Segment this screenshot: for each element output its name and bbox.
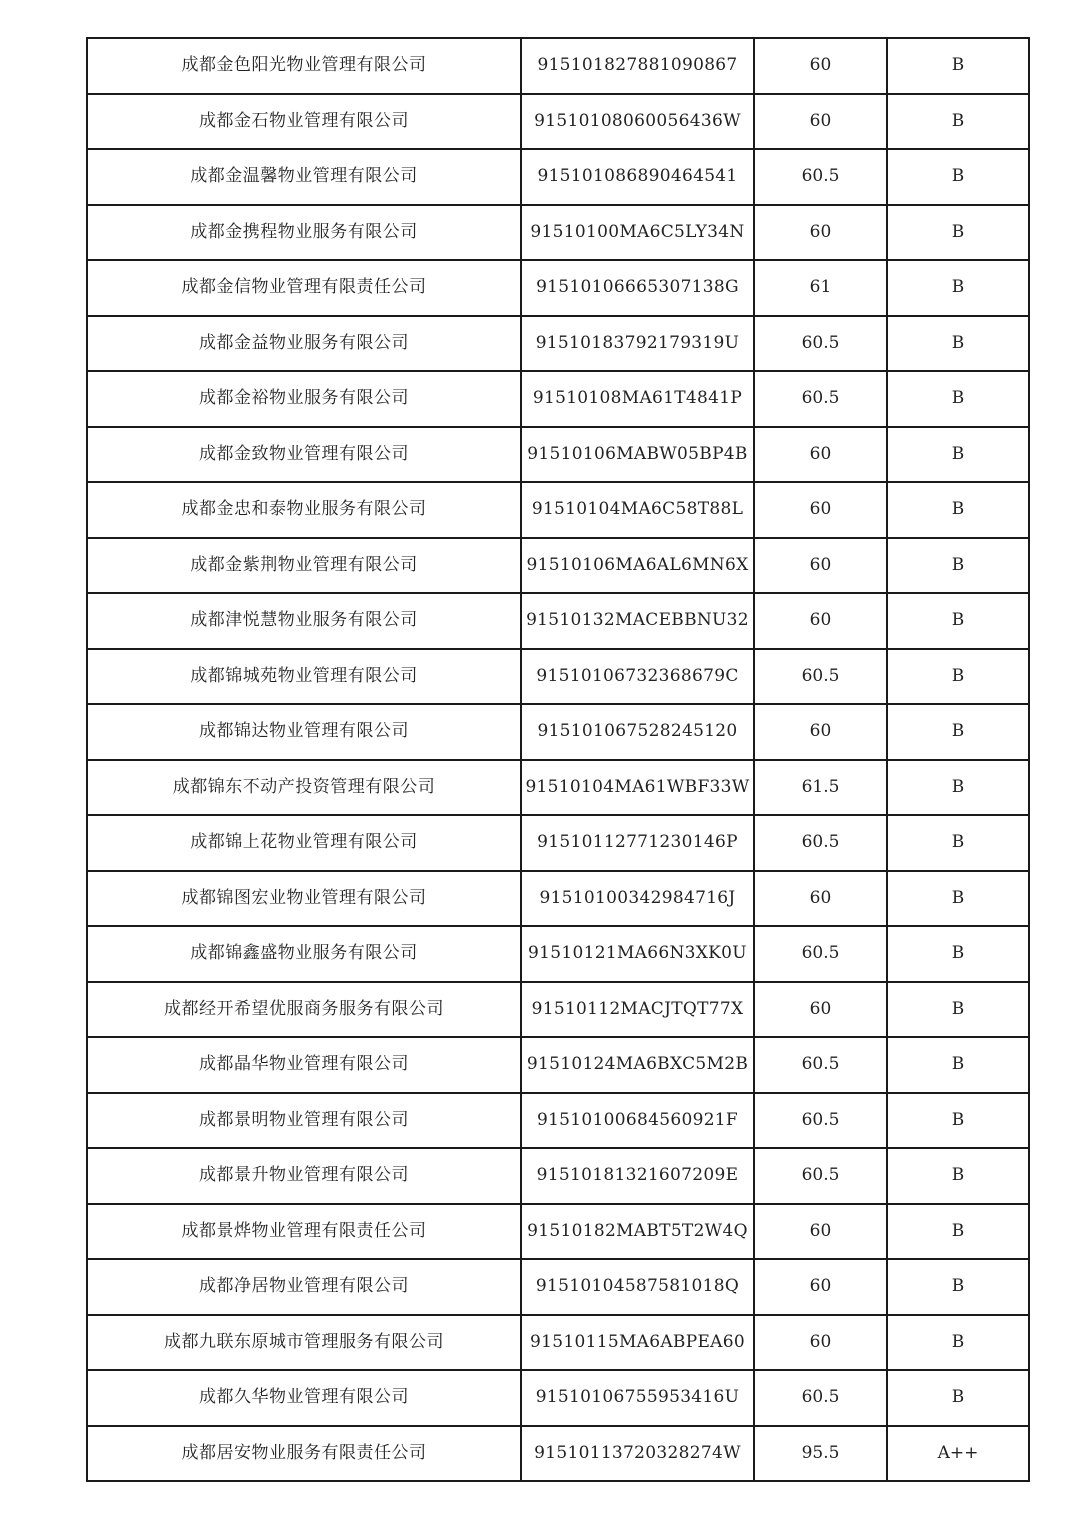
table-row [87,38,1029,94]
company-name-cell: 成都锦达物业管理有限公司 [87,704,521,760]
grade-cell: B [887,815,1029,871]
credit-code-cell: 91510106665307138G [521,260,754,316]
table-row [87,1093,1029,1149]
score-cell: 60.5 [754,149,887,205]
company-name-cell: 成都金益物业服务有限公司 [87,316,521,372]
table-row [87,982,1029,1038]
table-row [87,704,1029,760]
company-rating-table [86,37,1030,1482]
company-name-cell: 成都金温馨物业管理有限公司 [87,149,521,205]
grade-cell: B [887,1148,1029,1204]
company-name-cell: 成都居安物业服务有限责任公司 [87,1426,521,1482]
table-row [87,926,1029,982]
table-row [87,538,1029,594]
table-row [87,760,1029,816]
score-cell: 60 [754,38,887,94]
grade-cell: B [887,538,1029,594]
company-name-cell: 成都景烨物业管理有限责任公司 [87,1204,521,1260]
credit-code-cell: 915101067528245120 [521,704,754,760]
table-row [87,1370,1029,1426]
credit-code-cell: 91510112MACJTQT77X [521,982,754,1038]
table-row [87,1426,1029,1482]
credit-code-cell: 915101086890464541 [521,149,754,205]
company-name-cell: 成都金致物业管理有限公司 [87,427,521,483]
credit-code-cell: 91510183792179319U [521,316,754,372]
credit-code-cell: 91510106MABW05BP4B [521,427,754,483]
company-name-cell: 成都金信物业管理有限责任公司 [87,260,521,316]
company-name-cell: 成都金石物业管理有限公司 [87,94,521,150]
company-name-cell: 成都金色阳光物业管理有限公司 [87,38,521,94]
score-cell: 60.5 [754,1093,887,1149]
table-row [87,149,1029,205]
credit-code-cell: 91510106MA6AL6MN6X [521,538,754,594]
grade-cell: B [887,760,1029,816]
company-name-cell: 成都景升物业管理有限公司 [87,1148,521,1204]
score-cell: 95.5 [754,1426,887,1482]
grade-cell: B [887,1259,1029,1315]
company-name-cell: 成都金携程物业服务有限公司 [87,205,521,261]
score-cell: 60.5 [754,815,887,871]
score-cell: 60.5 [754,371,887,427]
score-cell: 60.5 [754,1037,887,1093]
score-cell: 60 [754,704,887,760]
company-name-cell: 成都晶华物业管理有限公司 [87,1037,521,1093]
score-cell: 60 [754,94,887,150]
score-cell: 60 [754,593,887,649]
score-cell: 60 [754,538,887,594]
credit-code-cell: 91510182MABT5T2W4Q [521,1204,754,1260]
score-cell: 60 [754,482,887,538]
table-row [87,371,1029,427]
credit-code-cell: 91510115MA6ABPEA60 [521,1315,754,1371]
company-name-cell: 成都金紫荆物业管理有限公司 [87,538,521,594]
score-cell: 60.5 [754,649,887,705]
company-name-cell: 成都锦上花物业管理有限公司 [87,815,521,871]
company-name-cell: 成都景明物业管理有限公司 [87,1093,521,1149]
credit-code-cell: 91510132MACEBBNU32 [521,593,754,649]
credit-code-cell: 91510112771230146P [521,815,754,871]
company-name-cell: 成都津悦慧物业服务有限公司 [87,593,521,649]
grade-cell: B [887,149,1029,205]
table-row [87,649,1029,705]
table-row [87,482,1029,538]
grade-cell: B [887,926,1029,982]
grade-cell: B [887,260,1029,316]
table-row [87,260,1029,316]
credit-code-cell: 91510106732368679C [521,649,754,705]
credit-code-cell: 91510106755953416U [521,1370,754,1426]
table-row [87,1148,1029,1204]
score-cell: 60.5 [754,1148,887,1204]
company-name-cell: 成都锦图宏业物业管理有限公司 [87,871,521,927]
score-cell: 60.5 [754,316,887,372]
table-row [87,1037,1029,1093]
table-row [87,316,1029,372]
score-cell: 60 [754,1259,887,1315]
credit-code-cell: 91510100MA6C5LY34N [521,205,754,261]
grade-cell: B [887,1315,1029,1371]
credit-code-cell: 91510104MA61WBF33W [521,760,754,816]
score-cell: 60 [754,1315,887,1371]
table-row [87,1315,1029,1371]
credit-code-cell: 915101827881090867 [521,38,754,94]
score-cell: 60 [754,871,887,927]
score-cell: 61.5 [754,760,887,816]
score-cell: 60.5 [754,926,887,982]
score-cell: 60 [754,982,887,1038]
grade-cell: B [887,38,1029,94]
credit-code-cell: 91510124MA6BXC5M2B [521,1037,754,1093]
grade-cell: B [887,1093,1029,1149]
grade-cell: B [887,427,1029,483]
grade-cell: B [887,871,1029,927]
credit-code-cell: 91510121MA66N3XK0U [521,926,754,982]
table-row [87,815,1029,871]
credit-code-cell: 91510104MA6C58T88L [521,482,754,538]
company-name-cell: 成都金忠和泰物业服务有限公司 [87,482,521,538]
company-name-cell: 成都锦东不动产投资管理有限公司 [87,760,521,816]
credit-code-cell: 91510108060056436W [521,94,754,150]
company-name-cell: 成都久华物业管理有限公司 [87,1370,521,1426]
credit-code-cell: 91510108MA61T4841P [521,371,754,427]
grade-cell: B [887,704,1029,760]
credit-code-cell: 91510100684560921F [521,1093,754,1149]
company-name-cell: 成都金裕物业服务有限公司 [87,371,521,427]
credit-code-cell: 91510104587581018Q [521,1259,754,1315]
table-row [87,871,1029,927]
table-row [87,205,1029,261]
credit-code-cell: 91510113720328274W [521,1426,754,1482]
grade-cell: B [887,94,1029,150]
grade-cell: B [887,982,1029,1038]
score-cell: 60 [754,1204,887,1260]
score-cell: 60 [754,205,887,261]
grade-cell: B [887,482,1029,538]
grade-cell: A++ [887,1426,1029,1482]
score-cell: 60 [754,427,887,483]
company-name-cell: 成都九联东原城市管理服务有限公司 [87,1315,521,1371]
table-row [87,1259,1029,1315]
table-row [87,94,1029,150]
grade-cell: B [887,371,1029,427]
table-row [87,593,1029,649]
company-name-cell: 成都经开希望优服商务服务有限公司 [87,982,521,1038]
company-name-cell: 成都锦鑫盛物业服务有限公司 [87,926,521,982]
score-cell: 61 [754,260,887,316]
credit-code-cell: 91510181321607209E [521,1148,754,1204]
grade-cell: B [887,316,1029,372]
grade-cell: B [887,1037,1029,1093]
company-name-cell: 成都净居物业管理有限公司 [87,1259,521,1315]
grade-cell: B [887,205,1029,261]
table-body [87,38,1029,1481]
credit-code-cell: 91510100342984716J [521,871,754,927]
score-cell: 60.5 [754,1370,887,1426]
grade-cell: B [887,1370,1029,1426]
table-row [87,427,1029,483]
table-row [87,1204,1029,1260]
grade-cell: B [887,1204,1029,1260]
grade-cell: B [887,593,1029,649]
grade-cell: B [887,649,1029,705]
company-name-cell: 成都锦城苑物业管理有限公司 [87,649,521,705]
